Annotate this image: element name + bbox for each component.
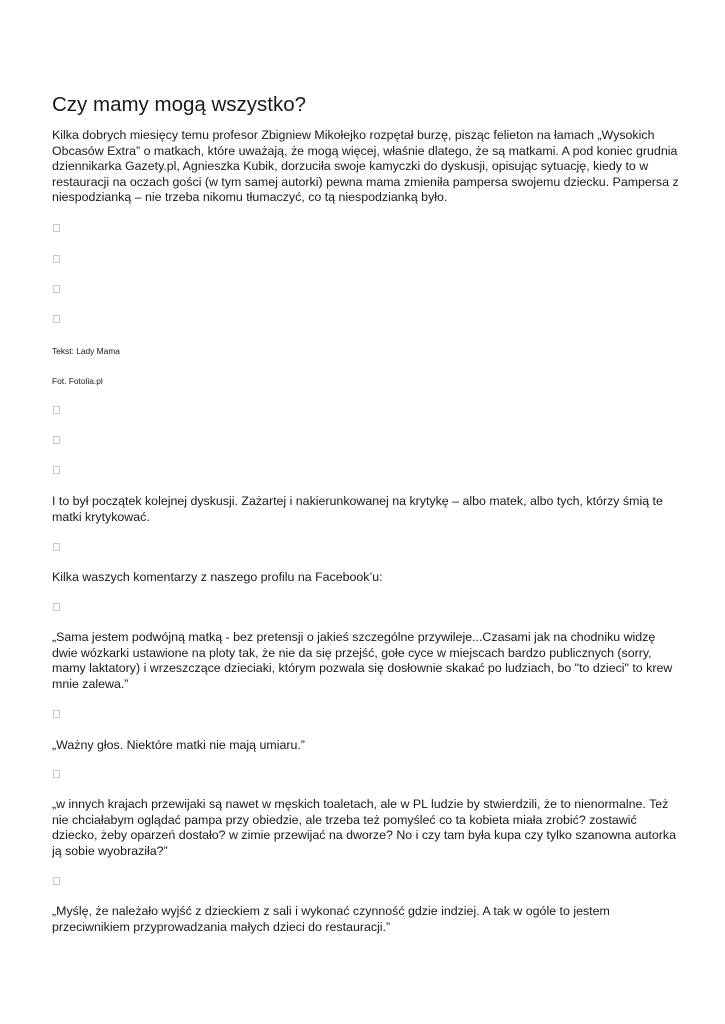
missing-image-icon — [53, 436, 60, 444]
comments-intro: Kilka waszych komentarzy z naszego profilu na Facebook’u: — [52, 570, 383, 584]
missing-image-icon — [53, 285, 60, 293]
photo-credit: Fot. Fotolia.pl — [52, 376, 103, 386]
missing-image-icon — [53, 710, 60, 718]
missing-image-icon — [53, 603, 60, 611]
missing-image-icon — [53, 224, 60, 232]
missing-image-icon — [53, 877, 60, 885]
comment-quote: „Ważny głos. Niektóre matki nie mają umiaru.” — [52, 738, 305, 752]
author-credit: Tekst: Lady Mama — [52, 346, 120, 356]
body-paragraph: I to był początek kolejnej dyskusji. Zażartej i nakierunkowanej na krytykę – albo matek, albo tych, którzy śmią te matki krytykować. — [52, 494, 663, 524]
comment-quote: „w innych krajach przewijaki są nawet w męskich toaletach, ale w PL ludzie by stwierdzili, że to nienormalne. Też nie chciałabym oglądać pampa przy obiedzie, ale trzeba też pomyśleć co ta kobieta miała zrobić? zostawić dziecko, żeby oparzeń dostało? w zimie przewijać na dworze? No i czy tam była kupa czy tylko szanowna autorka ją sobie wyobraziła?” — [52, 797, 676, 858]
article-title: Czy mamy mogą wszystko? — [52, 93, 307, 116]
comment-quote: „Myślę, że należało wyjść z dzieckiem z sali i wykonać czynność gdzie indziej. A tak w ogóle to jestem przeciwnikiem przyprowadzania małych dzieci do restauracji.” — [52, 904, 610, 934]
missing-image-icon — [53, 543, 60, 551]
missing-image-icon — [53, 770, 60, 778]
comment-quote: „Sama jestem podwójną matką - bez pretensji o jakieś szczególne przywileje...Czasami jak na chodniku widzę dwie wózkarki ustawione na ploty tak, że nie da się przejść, gołe cyce w miejscach bardzo publicznych (sorry, mamy laktatory) i wrzeszczące dzieciaki, którym pozwala się dosłownie skakać po ludziach, bo "to dzieci" to krew mnie zalewa.” — [52, 630, 673, 691]
missing-image-icon — [53, 315, 60, 323]
missing-image-icon — [53, 406, 60, 414]
intro-paragraph: Kilka dobrych miesięcy temu profesor Zbigniew Mikołejko rozpętał burzę, pisząc felieton na łamach „Wysokich Obcasów Extra” o matkach, które uważają, że mogą więcej, właśnie dlatego, że są matkami. A pod koniec grudnia dziennikarka Gazety.pl, Agnieszka Kubik, dorzuciła swoje kamyczki do dyskusji, opisując sytuację, kiedy to w restauracji na oczach gości (w tym samej autorki) pewna mama zmieniła pampersa swojemu dziecku. Pampersa z niespodzianką – nie trzeba nikomu tłumaczyć, co tą niespodzianką było. — [52, 128, 679, 205]
missing-image-icon — [53, 466, 60, 474]
missing-image-icon — [53, 255, 60, 263]
